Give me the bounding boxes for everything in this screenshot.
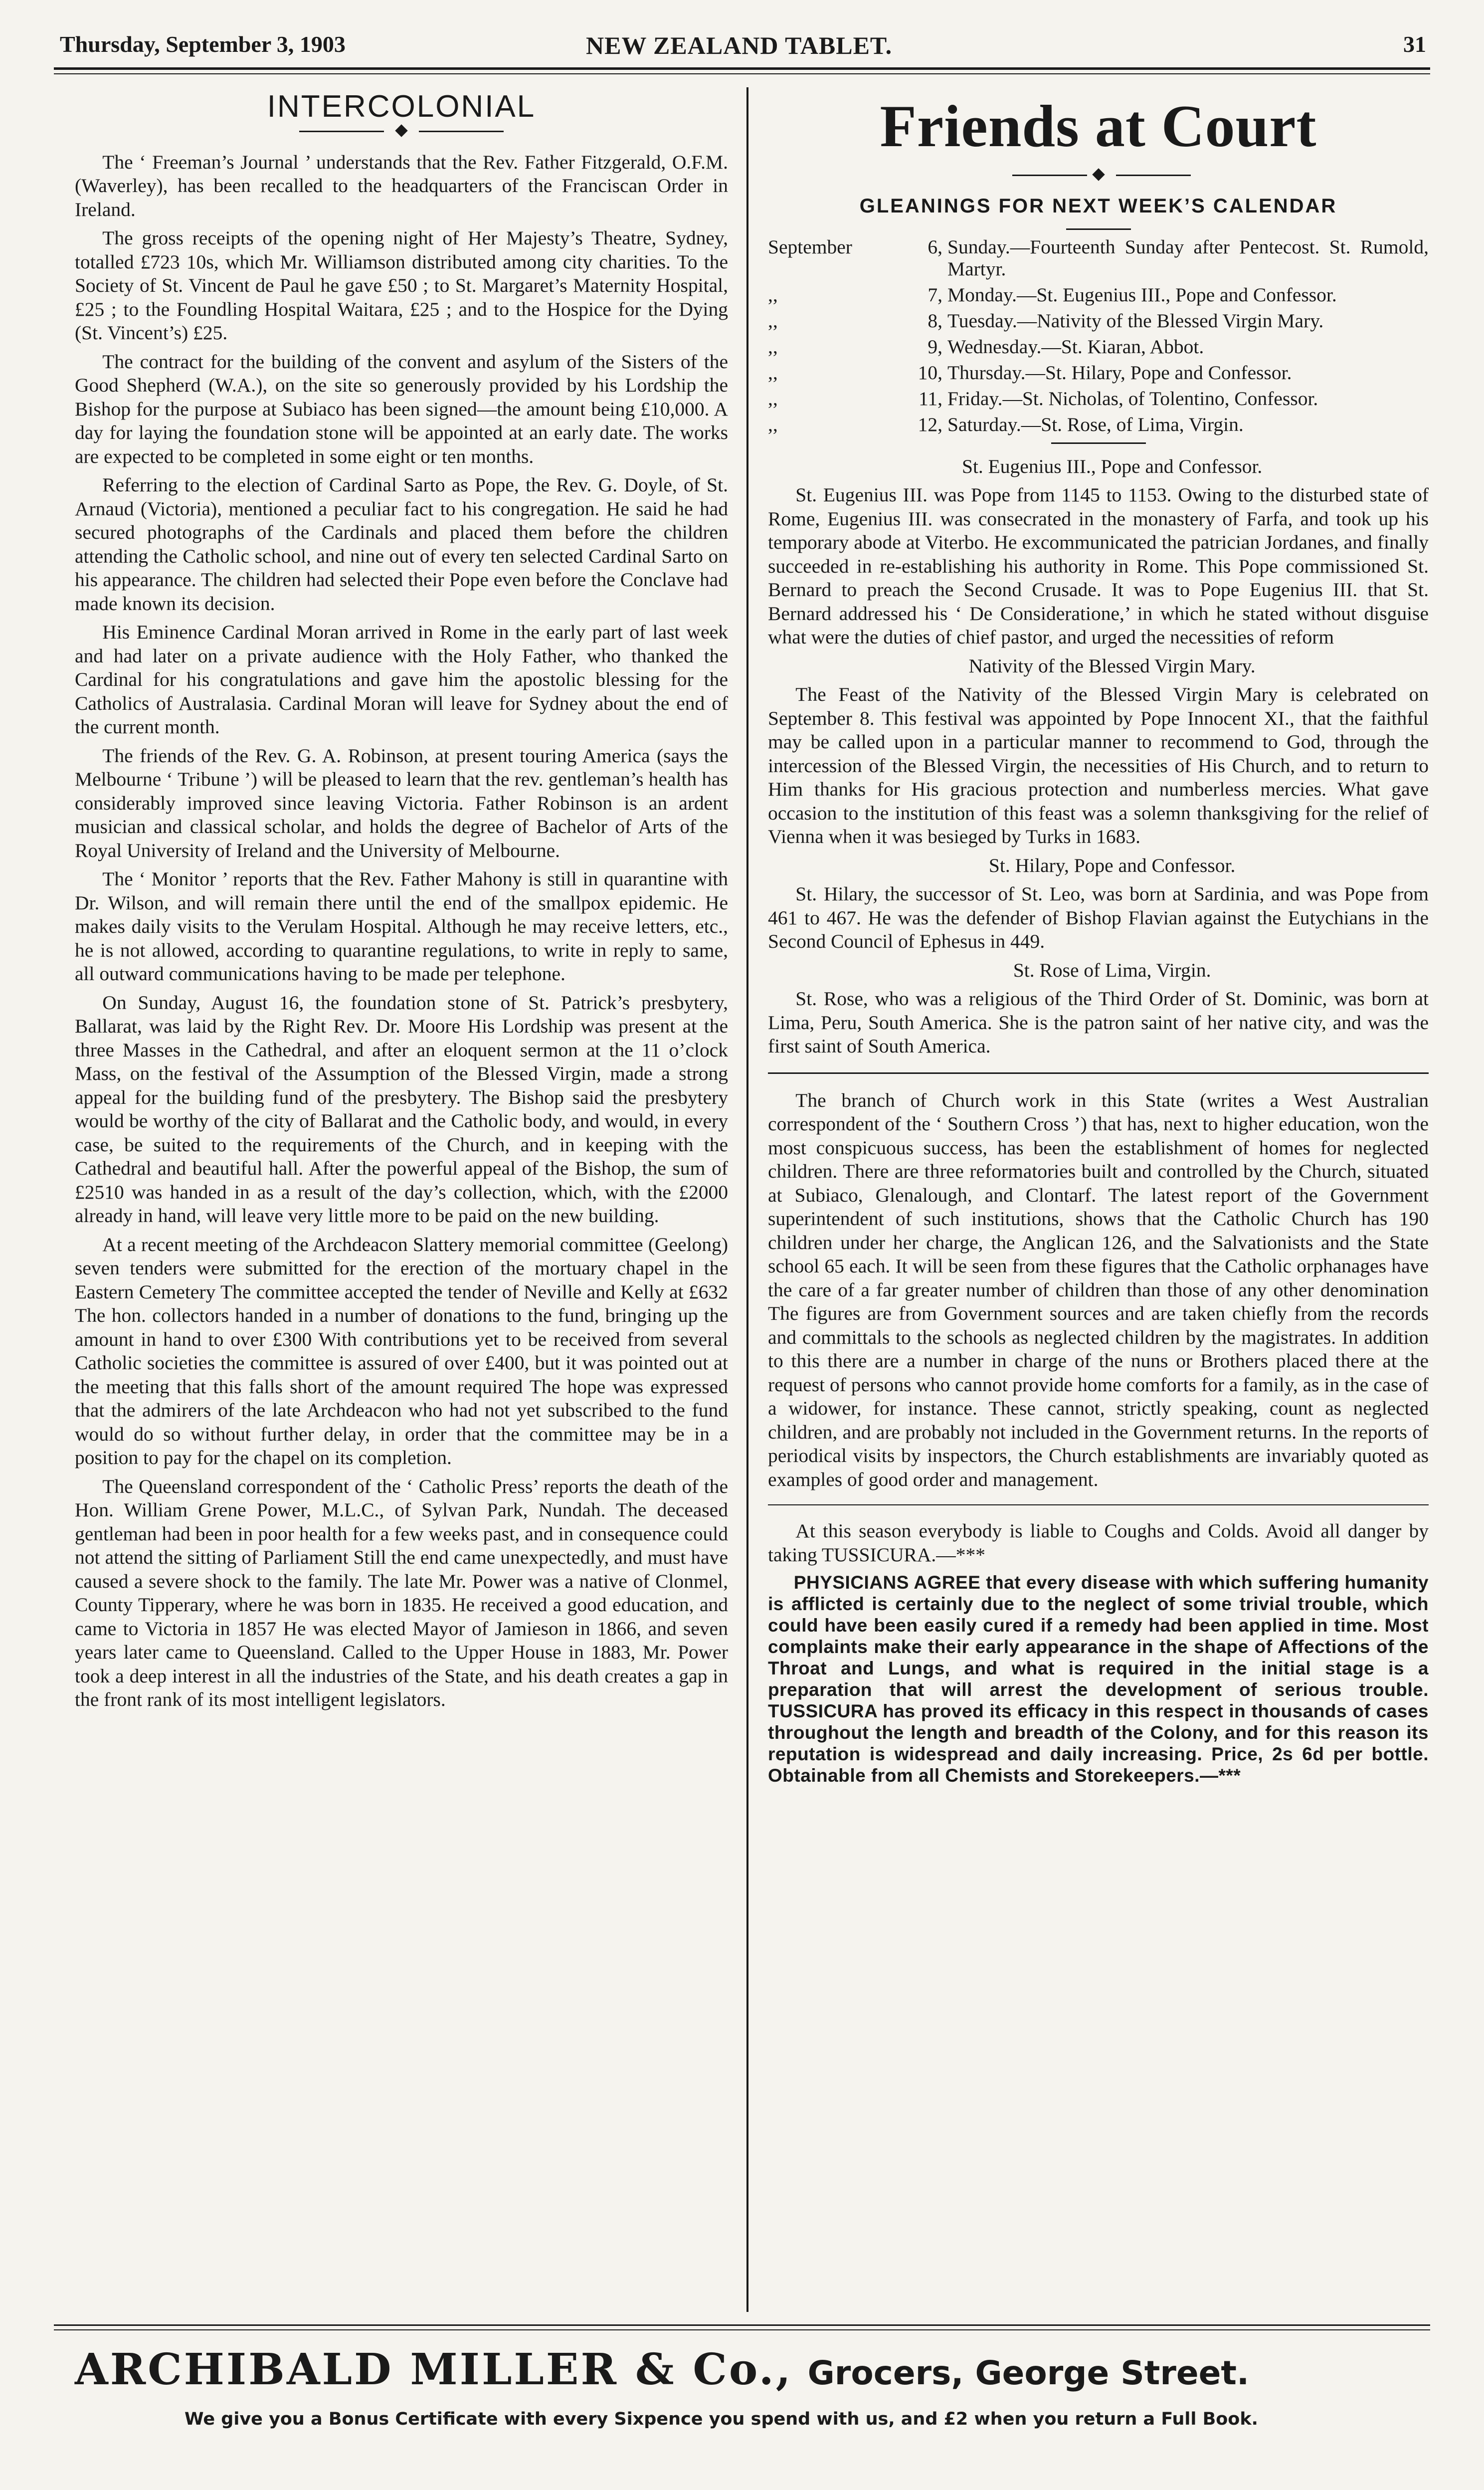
saint-heading: St. Eugenius III., Pope and Confessor. — [961, 455, 1263, 477]
calendar-month: September — [768, 235, 852, 258]
calendar-month: ,, — [768, 283, 778, 306]
footer-rule — [54, 2324, 1430, 2326]
article-paragraph: The contract for the building of the convent and asylum of the Sisters of the Good Shepherd (W.A.), on the site so generously provided by his Lordship the Bishop for the purpose at Subiaco has been signed—the amount being £10,000. A day for laying the foundation stone will be appointed at an early date. The works are expected to be completed in some eight or ten months. — [75, 350, 728, 467]
calendar-entry — [768, 336, 1429, 358]
section-separator — [768, 1072, 1429, 1074]
calendar-month: ,, — [768, 335, 778, 358]
calendar-end-rule — [1051, 442, 1146, 444]
calendar-month: ,, — [768, 309, 778, 332]
header-rule-thin — [54, 73, 1430, 74]
column-divider — [746, 87, 748, 2312]
calendar-day: 9, — [928, 335, 942, 358]
saint-paragraph: St. Hilary, the successor of St. Leo, was born at Sardinia, and was Pope from 461 to 467. He was the defender of Bishop Flavian against the Eutychians in the Second Council of Ephesus in 449. — [768, 883, 1429, 952]
calendar-entry — [768, 284, 1429, 306]
header-rule — [54, 67, 1430, 70]
calendar-month: ,, — [768, 361, 778, 384]
calendar-text: Wednesday.—St. Kiaran, Abbot. — [947, 335, 1204, 358]
calendar-entry — [768, 236, 1429, 280]
calendar-text: Tuesday.—Nativity of the Blessed Virgin Mary. — [947, 309, 1324, 332]
calendar-entry — [768, 414, 1429, 435]
advert-paragraph: PHYSICIANS AGREE that every disease with which suffering humanity is afflicted is certainly due to the neglect of some trivial trouble, which could have been easily cured if a remedy had been applied in time. Most complaints make their early appearance in the shape of Affections of the Throat and Lungs, and what is required in the initial stage is a preparation that will arrest the development of serious trouble. TUSSICURA has proved its efficacy in this respect in thousands of cases throughout the length and breadth of the Colony, and for this reason its reputation is widespread and daily increasing. Price, 2s 6d per bottle. Obtainable from all Chemists and Storekeepers.—*** — [768, 1572, 1429, 1786]
saint-heading: Nativity of the Blessed Virgin Mary. — [968, 654, 1256, 677]
calendar-month: ,, — [768, 413, 778, 435]
calendar-text: Sunday.—Fourteenth Sunday after Pentecost. St. Rumold, Martyr. — [947, 235, 1429, 280]
article-paragraph: The ‘ Monitor ’ reports that the Rev. Father Mahony is still in quarantine with Dr. Wilson, and will remain there until the end of the smallpox epidemic. He makes daily visits to the Verulam Hospital. Although he may receive letters, etc., he is not allowed, according to quarantine regulations, to write in reply to same, all outward communications having to be made per telephone. — [75, 868, 728, 985]
right-column — [768, 90, 1429, 1791]
header-date: Thursday, September 3, 1903 — [60, 31, 346, 57]
header-paper-name: NEW ZEALAND TABLET. — [586, 31, 893, 59]
calendar-rule — [1066, 228, 1131, 230]
calendar-text: Monday.—St. Eugenius III., Pope and Confessor. — [947, 283, 1337, 306]
calendar-day: 10, — [918, 361, 942, 384]
article-paragraph: Referring to the election of Cardinal Sarto as Pope, the Rev. G. Doyle, of St. Arnaud (Victoria), mentioned a peculiar fact to his congregation. He said he had secured photographs of the Cardinals and placed them before the children attending the Catholic school, and nine out of every ten selected Cardinal Sarto on his appearance. The children had selected their Pope even before the Conclave had made known its decision. — [75, 474, 728, 615]
article-paragraph: His Eminence Cardinal Moran arrived in Rome in the early part of last week and had later on a private audience with the Holy Father, who thanked the Cardinal for his congratulations and gave him the apostolic blessing for the Catholics of Australasia. Cardinal Moran will leave for Sydney about the end of the current month. — [75, 621, 728, 738]
calendar-text: Friday.—St. Nicholas, of Tolentino, Confessor. — [947, 387, 1318, 410]
article-paragraph: The Queensland correspondent of the ‘ Catholic Press’ reports the death of the Hon. William Grene Power, M.L.C., of Sylvan Park, Nundah. The deceased gentleman had been in poor health for a few weeks past, and in consequence could not attend the sitting of Parliament Still the end came unexpectedly, and must have caused a severe shock to the family. The late Mr. Power was a native of Clonmel, County Tipperary, where he was born in 1835. He received a good education, and came to Victoria in 1857 He was elected Mayor of Jamieson in 1866, and seven years later came to Queensland. Called to the Upper House in 1883, Mr. Power took a deep interest in all the industries of the State, and his death creates a gap in the front rank of its most intelligent legislators. — [75, 1475, 728, 1710]
article-paragraph: The ‘ Freeman’s Journal ’ understands that the Rev. Father Fitzgerald, O.F.M. (Waverley), has been recalled to the headquarters of the Franciscan Order in Ireland. — [75, 151, 728, 220]
title-ornament — [75, 122, 728, 142]
saint-heading: St. Hilary, Pope and Confessor. — [988, 854, 1236, 876]
saint-paragraph: St. Rose, who was a religious of the Third Order of St. Dominic, was born at Lima, Peru, South America. She is the patron saint of her native city, and was the first saint of South America. — [768, 988, 1429, 1057]
calendar-text: Saturday.—St. Rose, of Lima, Virgin. — [947, 413, 1244, 435]
footer-firm-name: ARCHIBALD MILLER & Co., — [75, 2344, 793, 2395]
section-title-intercolonial: INTERCOLONIAL — [267, 89, 536, 124]
section-title-friends-at-court: Friends at Court — [880, 93, 1317, 159]
saint-paragraph: St. Eugenius III. was Pope from 1145 to 1153. Owing to the disturbed state of Rome, Eugenius III. was consecrated in the monastery of Farfa, and took up his temporary abode at Viterbo. He excommunicated the patrician Jordanes, and finally succeeded in re-establishing his authority in Rome. This Pope commissioned St. Bernard to preach the Second Crusade. It was to Pope Eugenius III. that St. Bernard addressed his ‘ De Consideratione,’ in which he stated without disguise what were the duties of chief pastor, and urged the necessities of reform — [768, 484, 1429, 648]
page-header — [60, 31, 1426, 66]
calendar-day: 11, — [919, 387, 942, 410]
calendar-day: 12, — [918, 413, 942, 435]
article-paragraph: On Sunday, August 16, the foundation stone of St. Patrick’s presbytery, Ballarat, was laid by the Right Rev. Dr. Moore His Lordship was present at the three Masses in the Cathedral, and after an eloquent sermon at the 11 o’clock Mass, on the festival of the Assumption of the Blessed Virgin, made a strong appeal for the building fund of the presbytery. The Bishop said the presbytery would be worthy of the city of Ballarat and the Catholic body, and would, in every case, be suited to the requirements of the Church, and in keeping with the Cathedral and beautiful hall. After the powerful appeal of the Bishop, the sum of £2510 was handed in as a result of the day’s collection, which, with the £2000 already in hand, will leave very little more to be paid on the new building. — [75, 991, 728, 1227]
calendar-entry — [768, 362, 1429, 384]
article-paragraph: The friends of the Rev. G. A. Robinson, at present touring America (says the Melbourne ‘ Tribune ’) will be pleased to learn that the rev. gentleman’s health has considerably improved since leaving Victoria. Father Robinson is an ardent musician and classical scholar, and holds the degree of Bachelor of Arts of the Royal University of Ireland and the University of Melbourne. — [75, 744, 728, 861]
article-paragraph: At a recent meeting of the Archdeacon Slattery memorial committee (Geelong) seven tenders were submitted for the erection of the mortuary chapel in the Eastern Cemetery The committee accepted the tender of Neville and Kelly at £632 The hon. collectors handed in a number of donations to the fund, bringing up the amount in hand to over £300 With contributions yet to be received from several Catholic societies the committee is assured of over £400, but it was pointed out at the meeting that this falls short of the amount required The hope was expressed that the admirers of the late Archdeacon who had not yet subscribed to the fund would do so without further delay, in order that the committee may be in a position to pay for the chapel on its completion. — [75, 1233, 728, 1468]
calendar-day: 8, — [928, 309, 942, 332]
footer-advert — [75, 2344, 1421, 2395]
footer-tagline: We give you a Bonus Certificate with every Sixpence you spend with us, and £2 when you return a Full Book. — [185, 2409, 1258, 2429]
calendar-text: Thursday.—St. Hilary, Pope and Confessor. — [947, 361, 1292, 384]
calendar-day: 7, — [928, 283, 942, 306]
article-paragraph: The gross receipts of the opening night of Her Majesty’s Theatre, Sydney, totalled £723 10s, which Mr. Williamson distributed among city charities. To the Society of St. Vincent de Paul he gave £50 ; to St. Margaret’s Maternity Hospital, £25 ; to the Foundling Hospital Waitara, £25 ; and to the Hospice for the Dying (St. Vincent’s) £25. — [75, 227, 728, 344]
calendar-heading: GLEANINGS FOR NEXT WEEK’S CALENDAR — [859, 195, 1337, 217]
calendar-entry — [768, 388, 1429, 410]
left-column — [75, 90, 728, 1717]
saint-heading: St. Rose of Lima, Virgin. — [1013, 959, 1211, 981]
calendar-month: ,, — [768, 387, 778, 410]
footer-address: Grocers, George Street. — [807, 2354, 1250, 2392]
title-ornament — [768, 166, 1429, 186]
header-page-number: 31 — [1403, 31, 1426, 57]
section-separator — [768, 1504, 1429, 1505]
calendar-entry — [768, 310, 1429, 332]
calendar-list — [768, 236, 1429, 435]
saint-paragraph: The Feast of the Nativity of the Blessed Virgin Mary is celebrated on September 8. This festival was appointed by Pope Innocent XI., that the faithful may be called upon in a particular manner to recommend to God, through the intercession of the Blessed Virgin, the necessities of His Church, and to return to Him thanks for His gracious protection and numberless mercies. What gave occasion to the institution of this feast was a solemn thanksgiving for the relief of Vienna when it was besieged by Turks in 1683. — [768, 683, 1429, 847]
calendar-day: 6, — [928, 235, 942, 258]
footer-rule-thin — [54, 2329, 1430, 2330]
notice-paragraph: At this season everybody is liable to Coughs and Colds. Avoid all danger by taking TUSSICURA.—*** — [768, 1520, 1429, 1566]
article-paragraph: The branch of Church work in this State (writes a West Australian correspondent of the ‘ Southern Cross ’) that has, next to higher education, won the most conspicuous success, has been the establishment of homes for neglected children. There are three reformatories built and controlled by the Church, situated at Subiaco, Glenalough, and Clontarf. The latest report of the Government superintendent of such institutions, shows that the Catholic Church has 190 children under her charge, the Anglican 126, and the Salvationists and the State school 65 each. It will be seen from these figures that the Catholic orphanages have the care of a far greater number of children than those of any other denomination The figures are from Government sources and are taken chiefly from the records and committals to the schools as neglected children by the magistrates. In addition to this there are a number in charge of the nuns or Brothers placed there at the request of persons who cannot provide home comforts for a family, as in the case of a widower, for instance. These cannot, strictly speaking, count as neglected children, and are probably not included in the Government returns. In the reports of periodical visits by inspectors, the Church establishments are invariably quoted as examples of good order and management. — [768, 1089, 1429, 1490]
